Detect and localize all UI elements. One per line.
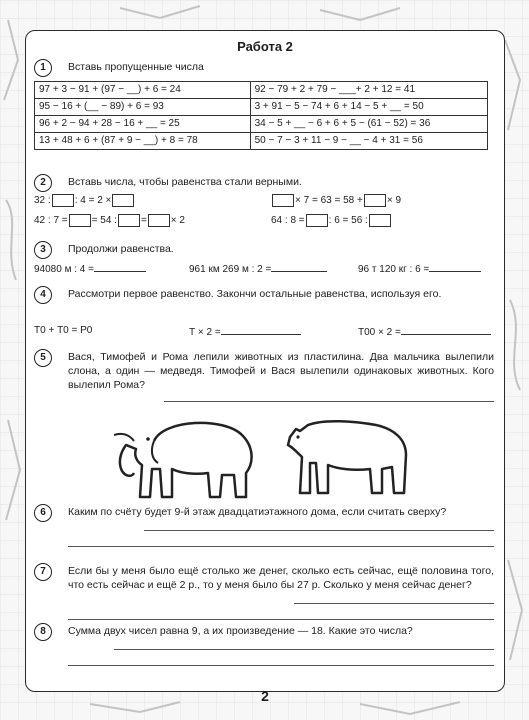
answer-box[interactable] bbox=[148, 214, 170, 227]
worksheet-panel bbox=[25, 30, 505, 692]
equation-cell: 92 − 79 + 2 + 79 − ___+ 2 + 12 = 41 bbox=[250, 82, 487, 99]
answer-line[interactable] bbox=[401, 324, 491, 335]
equation-text: : 6 = 56 : bbox=[328, 215, 368, 227]
answer-line[interactable] bbox=[164, 401, 494, 402]
equation-cell: 96 + 2 − 94 + 28 − 16 + __ = 25 bbox=[35, 116, 251, 133]
task-question: Каким по счёту будет 9-й этаж двадцатиэтажного дома, если считать сверху? bbox=[68, 506, 447, 518]
task-5 bbox=[34, 349, 494, 499]
equation-line bbox=[271, 194, 401, 208]
task-number: 5 bbox=[34, 349, 52, 367]
equation-text: × 7 = 63 = 58 + bbox=[295, 195, 363, 207]
answer-line[interactable] bbox=[68, 619, 494, 620]
task-number: 1 bbox=[34, 59, 52, 77]
page-title: Работа 2 bbox=[237, 39, 293, 54]
answer-line[interactable] bbox=[94, 261, 146, 272]
table-row bbox=[35, 116, 488, 133]
answer-line[interactable] bbox=[221, 324, 301, 335]
equations-table bbox=[34, 81, 488, 150]
equation-cell: 95 − 16 + (__ − 89) + 6 = 93 bbox=[35, 99, 251, 116]
answer-line[interactable] bbox=[294, 603, 494, 604]
equation-text: Т0 + Т0 = Р0 bbox=[34, 325, 93, 336]
task-question: Сумма двух чисел равна 9, а их произведение — 18. Какие это числа? bbox=[68, 625, 413, 637]
task-number: 3 bbox=[34, 241, 52, 259]
equation-text: Т × 2 = bbox=[189, 327, 221, 338]
task-question: Вставь пропущенные числа bbox=[68, 61, 204, 73]
equation-text: × 2 bbox=[170, 215, 185, 227]
answer-line[interactable] bbox=[68, 546, 494, 547]
task-question: Вася, Тимофей и Рома лепили животных из пластилина. Два мальчика вылепили слона, а один — медведя. Тимофей и Вася вылепили одинаковых животных. Кого вылепил Рома? bbox=[68, 351, 494, 391]
equation-line bbox=[271, 214, 392, 228]
answer-line[interactable] bbox=[68, 665, 494, 666]
task-2 bbox=[34, 174, 494, 234]
answer-line[interactable] bbox=[271, 261, 327, 272]
task-question: Вставь числа, чтобы равенства стали верными. bbox=[68, 176, 302, 188]
answer-box[interactable] bbox=[272, 194, 294, 207]
equation-text: × 9 bbox=[386, 195, 402, 207]
task-number: 2 bbox=[34, 174, 52, 192]
task-number: 8 bbox=[34, 623, 52, 641]
answer-box[interactable] bbox=[306, 214, 328, 227]
equation-text: = bbox=[140, 215, 147, 227]
task-question: Если бы у меня было ещё столько же денег, сколько есть сейчас, ещё половина того, что есть сейчас и ещё 2 р., то у меня было бы 27 р. Сколько у меня сейчас денег? bbox=[68, 565, 494, 591]
task-question: Продолжи равенства. bbox=[68, 243, 174, 255]
task-7 bbox=[34, 563, 494, 627]
equation-cell: 34 − 5 + __ − 6 + 6 + 5 − (61 − 52) = 36 bbox=[250, 116, 487, 133]
answer-box[interactable] bbox=[52, 194, 74, 207]
table-row bbox=[35, 99, 488, 116]
answer-box[interactable] bbox=[369, 214, 391, 227]
table-row bbox=[35, 133, 488, 150]
task-8 bbox=[34, 623, 494, 675]
task-number: 7 bbox=[34, 563, 52, 581]
equation-line bbox=[34, 194, 135, 208]
equation-text: Т00 × 2 = bbox=[358, 327, 401, 338]
equation-text: 42 : 7 = bbox=[34, 215, 68, 227]
task-3 bbox=[34, 241, 494, 281]
answer-line[interactable] bbox=[114, 649, 494, 650]
equation-text: 96 т 120 кг : 6 = bbox=[358, 264, 430, 275]
task-1 bbox=[34, 59, 494, 169]
answer-box[interactable] bbox=[112, 194, 134, 207]
task-number: 4 bbox=[34, 286, 52, 304]
page-number: 2 bbox=[261, 688, 269, 704]
equation-line bbox=[34, 214, 185, 228]
equation-text: 961 км 269 м : 2 = bbox=[189, 264, 272, 275]
answer-box[interactable] bbox=[118, 214, 140, 227]
answer-box[interactable] bbox=[364, 194, 386, 207]
answer-box[interactable] bbox=[69, 214, 91, 227]
equation-cell: 3 + 91 − 5 − 74 + 6 + 14 − 5 + __ = 50 bbox=[250, 99, 487, 116]
answer-line[interactable] bbox=[429, 261, 481, 272]
equation-cell: 97 + 3 − 91 + (97 − __) + 6 = 24 bbox=[35, 82, 251, 99]
equation-text: 32 : bbox=[34, 195, 51, 207]
equation-line bbox=[34, 324, 92, 338]
bear-icon bbox=[284, 417, 414, 497]
answer-line[interactable] bbox=[144, 530, 494, 531]
equation-text: 64 : 8 = bbox=[271, 215, 305, 227]
task-number: 6 bbox=[34, 504, 52, 522]
equation-line bbox=[358, 261, 481, 277]
task-question: Рассмотри первое равенство. Закончи остальные равенства, используя его. bbox=[68, 288, 442, 300]
task-4 bbox=[34, 286, 494, 344]
equation-text: = 54 : bbox=[91, 215, 117, 227]
equation-line bbox=[358, 324, 491, 340]
elephant-icon bbox=[114, 411, 269, 501]
task-6 bbox=[34, 504, 494, 552]
equation-line bbox=[34, 261, 146, 277]
equation-line bbox=[189, 324, 301, 340]
equation-text: : 4 = 2 × bbox=[74, 195, 112, 207]
equation-cell: 50 − 7 − 3 + 11 − 9 − __ − 4 + 31 = 56 bbox=[250, 133, 487, 150]
equation-cell: 13 + 48 + 6 + (87 + 9 − __) + 8 = 78 bbox=[35, 133, 251, 150]
equation-line bbox=[189, 261, 327, 277]
equation-text: 94080 м : 4 = bbox=[34, 264, 94, 275]
table-row bbox=[35, 82, 488, 99]
